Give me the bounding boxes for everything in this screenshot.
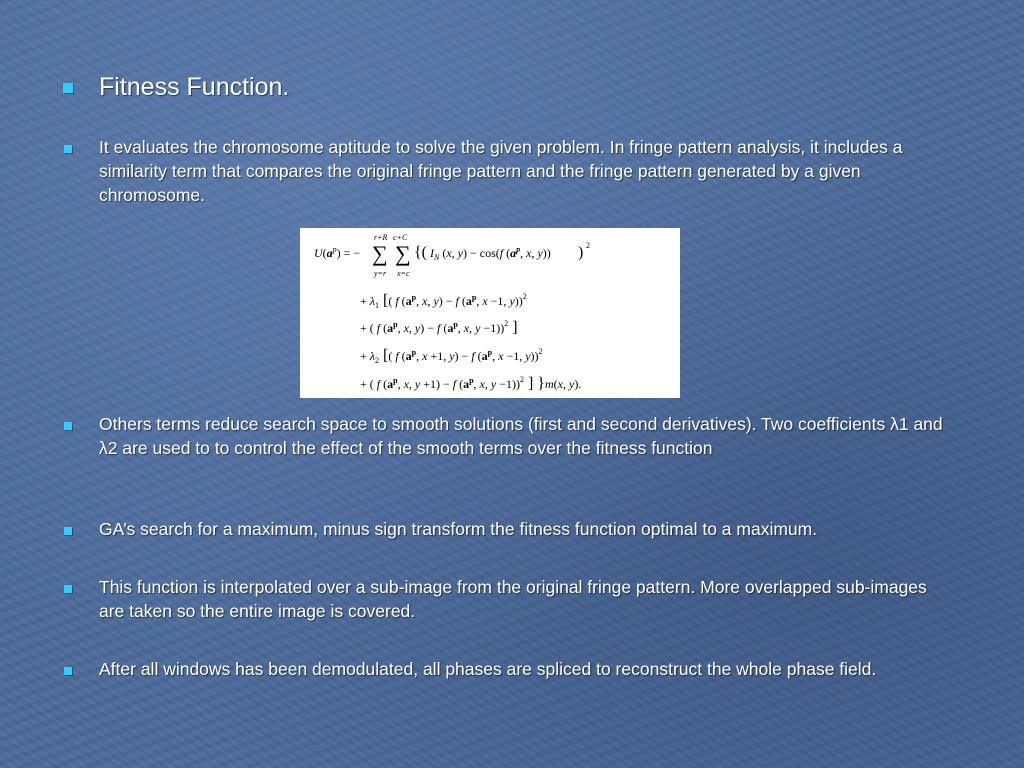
svg-text:{(: {( [414,244,428,261]
bullet-icon [64,422,72,430]
svg-text:+ ( f (ap, x, y +1) − f (ap, x: + ( f ($a^p$, x, y +1) − f ($a^p$, x, y −1))$^2$ ] }m(x, y). [360,375,582,392]
svg-text:r+R: r+R [374,233,388,242]
bullet-text-2: Others terms reduce search space to smooth solutions (first and second derivatives). Two coefficients λ1 and λ2 are used to to control the effect of the smooth terms over the fitness function [99,414,943,458]
svg-text:2: 2 [586,241,590,250]
svg-text:x=c: x=c [397,269,410,278]
fitness-equation-image [300,228,680,398]
svg-text:∑: ∑ [395,241,411,266]
svg-text:IN (x, y) − cos(f (ap, x, y)): $I_N$ (x, y) − cos(f ($a^p$, x, y)) [430,245,551,262]
bullet-icon [64,667,72,675]
bullet-text-5: After all windows has been demodulated, all phases are spliced to reconstruct the whole phase field. [99,659,877,679]
svg-text:+ λ2 [( f (ap, x +1, y) − f (a: + $\lambda_2$ [( f ($a^p$, x +1, y) − f ($a^p$, x −1, y))$^2$ [360,347,543,365]
bullet-icon [64,527,72,535]
svg-text:+ λ1 [( f (ap, x, y) − f (ap,: + $\lambda_1$ [( f ($a^p$, x, y) − f ($a^p$, x −1, y))$^2$ [360,292,527,310]
bullet-text-3: GA’s search for a maximum, minus sign transform the fitness function optimal to a maximum. [99,519,818,539]
svg-text:+ ( f (ap, x, y) − f (ap, x, y: + ( f ($a^p$, x, y) − f ($a^p$, x, y −1))$^2$ ] [360,319,518,336]
svg-text:): ) [578,244,584,261]
svg-text:∑: ∑ [372,241,388,266]
bullet-icon [64,145,72,153]
svg-text:U(ap) = −: $U(a^p)$ = − [314,245,361,260]
bullet-icon [64,585,72,593]
equation-figure [300,228,680,398]
svg-text:c+C: c+C [393,233,408,242]
bullet-text-1: It evaluates the chromosome aptitude to solve the given problem. In fringe pattern analysis, it includes a similarity term that compares the original fringe pattern and the fringe pattern generated by a given chromosome. [99,137,903,205]
svg-text:y=r: y=r [374,269,387,278]
slide-title: Fitness Function. [99,73,290,101]
bullet-text-4: This function is interpolated over a sub-image from the original fringe pattern. More overlapped sub-images are taken so the entire image is covered. [99,577,927,621]
bullet-icon [63,83,73,93]
